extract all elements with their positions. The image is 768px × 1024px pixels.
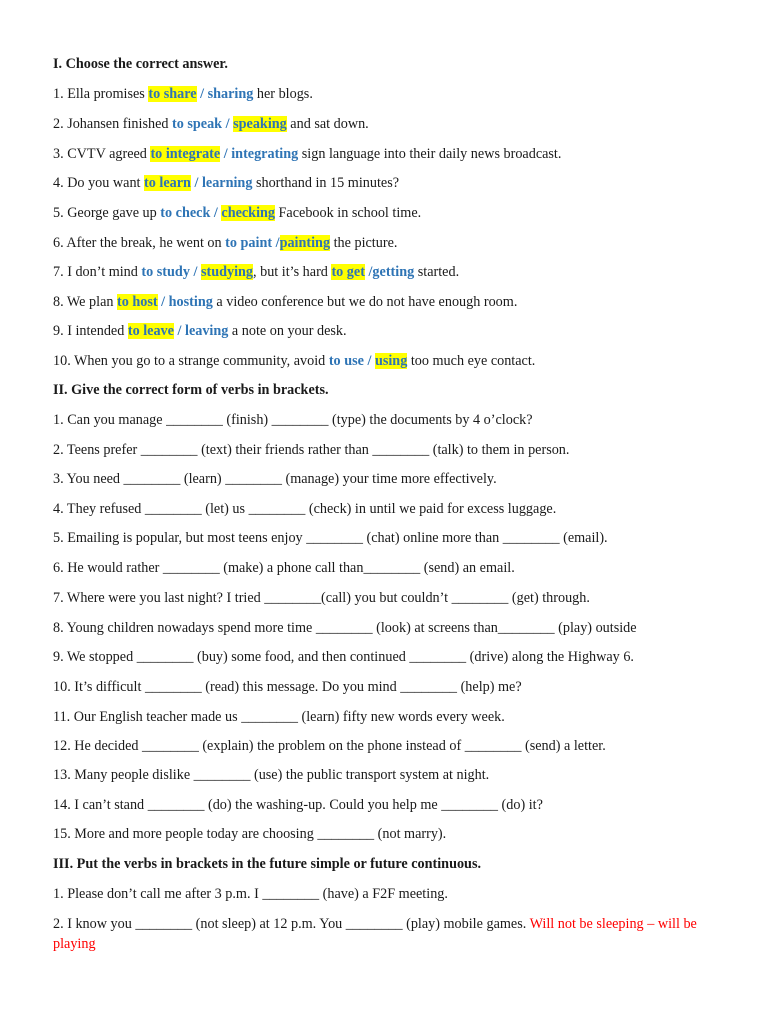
s1-item-1: 1. Ella promises to share / sharing her blogs. (53, 86, 313, 102)
s2-item-9: 9. We stopped ________ (buy) some food, and then continued ________ (drive) along the Highway 6. (53, 649, 634, 665)
s2-item-6: 6. He would rather ________ (make) a phone call than________ (send) an email. (53, 560, 515, 576)
s1-item-4: 4. Do you want to learn / learning shorthand in 15 minutes? (53, 175, 400, 191)
s2-item-8: 8. Young children nowadays spend more time ________ (look) at screens than________ (play) outside (53, 620, 637, 636)
s2-item-12: 12. He decided ________ (explain) the problem on the phone instead of ________ (send) a letter. (53, 738, 606, 754)
s3-item-2-text: 2. I know you ________ (not sleep) at 12 p.m. You ________ (play) mobile games. (53, 916, 530, 932)
s1-item-6: 6. After the break, he went on to paint /painting the picture. (53, 235, 398, 251)
s2-item-15: 15. More and more people today are choosing ________ (not marry). (53, 826, 447, 842)
s1-item-7: 7. I don’t mind to study / studying, but it’s hard to get /getting started. (53, 264, 460, 280)
s2-item-2: 2. Teens prefer ________ (text) their friends rather than ________ (talk) to them in person. (53, 442, 570, 458)
s1-item-10: 10. When you go to a strange community, avoid to use / using too much eye contact. (53, 353, 536, 369)
s1-item-2: 2. Johansen finished to speak / speaking and sat down. (53, 116, 369, 132)
s2-item-14: 14. I can’t stand ________ (do) the washing-up. Could you help me ________ (do) it? (53, 797, 543, 813)
s2-item-4: 4. They refused ________ (let) us ________ (check) in until we paid for excess luggage. (53, 501, 557, 517)
section-2-heading: II. Give the correct form of verbs in brackets. (53, 382, 329, 398)
s2-item-13: 13. Many people dislike ________ (use) the public transport system at night. (53, 767, 490, 783)
s1-item-8: 8. We plan to host / hosting a video conference but we do not have enough room. (53, 294, 518, 310)
s2-item-3: 3. You need ________ (learn) ________ (manage) your time more effectively. (53, 471, 497, 487)
section-3-heading: III. Put the verbs in brackets in the future simple or future continuous. (53, 856, 482, 872)
s2-item-7: 7. Where were you last night? I tried ________(call) you but couldn’t ________ (get) through. (53, 590, 590, 606)
s1-item-3: 3. CVTV agreed to integrate / integrating sign language into their daily news broadcast. (53, 146, 562, 162)
s2-item-1: 1. Can you manage ________ (finish) ________ (type) the documents by 4 o’clock? (53, 412, 533, 428)
s1-item-9: 9. I intended to leave / leaving a note on your desk. (53, 323, 347, 339)
s2-item-5: 5. Emailing is popular, but most teens enjoy ________ (chat) online more than ________ (email). (53, 530, 608, 546)
s3-item-2 (53, 914, 733, 954)
s3-item-2-answer: Will not be sleeping – will be playing (53, 916, 697, 952)
s3-item-1: 1. Please don’t call me after 3 p.m. I ________ (have) a F2F meeting. (53, 886, 448, 902)
s1-item-5: 5. George gave up to check / checking Facebook in school time. (53, 205, 422, 221)
s2-item-10: 10. It’s difficult ________ (read) this message. Do you mind ________ (help) me? (53, 679, 522, 695)
section-1-heading: I. Choose the correct answer. (53, 56, 228, 72)
s2-item-11: 11. Our English teacher made us ________ (learn) fifty new words every week. (53, 709, 505, 725)
